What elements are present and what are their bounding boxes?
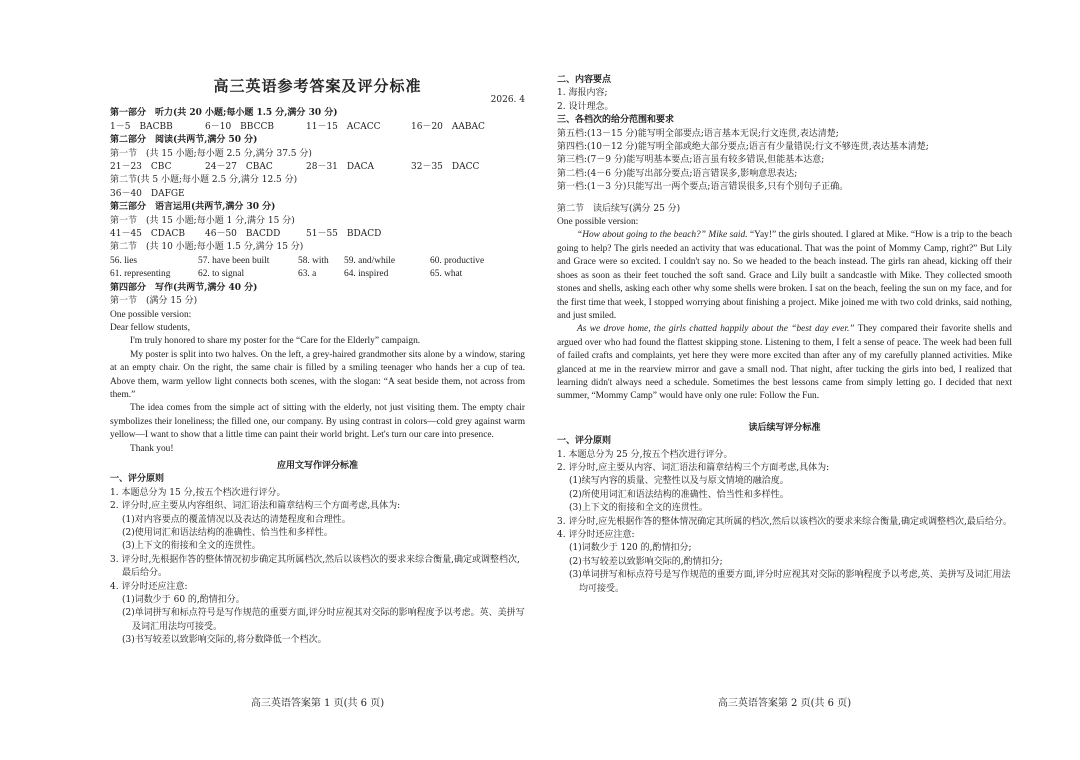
answer-group: 1－5 BACBB: [110, 121, 173, 132]
answer-group: 46－50 BACDD: [205, 229, 281, 240]
section-heading: 第二节 读后续写(满分 25 分): [557, 203, 681, 214]
listening-answers: [110, 121, 525, 134]
answer-item: 62. to signal: [198, 269, 245, 280]
scoring-item: (3)上下文的衔接和全文的连贯性。: [122, 541, 261, 552]
score-band: 第二档:(4－6 分)能写出部分要点;语言错误多,影响意思表达;: [557, 168, 798, 179]
answer-group: 51－55 BDACD: [306, 229, 382, 240]
scoring-item: (2)书写较差以致影响交际的,酌情扣分;: [569, 556, 723, 567]
scoring-item: 4. 评分时还应注意:: [557, 530, 635, 540]
content-points-heading: 二、内容要点: [557, 75, 612, 85]
score-band: 第一档:(1－3 分)只能写出一两个要点;语言错误很多,只有个别句子正确。: [557, 182, 849, 193]
scoring-item: 3. 评分时,先根据作答的整体情况初步确定其所属档次,然后以该档次的要求来综合衡量,确定或调整档次,最后给分。: [110, 554, 520, 579]
score-band: 第三档:(7－9 分)能写明基本要点;语言虽有较多错误,但能基本达意;: [557, 155, 825, 166]
scoring-principles-heading: 一、评分原则: [557, 436, 612, 447]
version-label: One possible version:: [110, 309, 192, 320]
answer-item: 58. with: [298, 255, 329, 266]
scoring-item: 1. 本题总分为 25 分,按五个档次进行评分。: [557, 449, 733, 460]
scoring-item: (1)续写内容的质量、完整性以及与原文情境的融洽度。: [569, 476, 789, 487]
answer-item: 59. and/while: [344, 255, 396, 266]
part-3-heading: 第三部分 语言运用(共两节,满分 30 分): [110, 202, 276, 213]
answer-item: 56. lies: [110, 255, 138, 266]
letter-paragraph: My poster is split into two halves. On the left, a grey-haired grandmother sits alone by a window, staring at an empty chair. On the right, the same chair is filled by a smiling teenager who hands her a cup of tea. Above them, warm yellow light connects both scenes, with the slogan: “A seat beside them, not across from them.”: [110, 349, 525, 400]
answer-group: 16－20 AABAC: [411, 121, 485, 132]
grammar-answers-row-2: [110, 268, 525, 281]
part-4-heading: 第四部分 写作(共两节,满分 40 分): [110, 282, 258, 293]
grammar-answers-row-1: [110, 255, 525, 268]
scoring-item: (1)对内容要点的覆盖情况以及表达的清楚程度和合理性。: [122, 514, 351, 525]
scoring-item: (2)使用词汇和语法结构的准确性、恰当性和多样性。: [122, 528, 333, 538]
paragraph-opening: As we drove home, the girls chatted happily about the “best day ever.”: [577, 324, 855, 335]
section-heading: 第一节 (共 15 小题;每小题 2.5 分,满分 37.5 分): [110, 148, 312, 159]
reading-answers: [110, 161, 525, 174]
scoring-item: 2. 评分时,应主要从内容组织、词汇语法和篇章结构三个方面考虑,具体为:: [110, 501, 401, 512]
answer-group: 11－15 ACACC: [306, 121, 381, 132]
answer-item: 60. productive: [430, 255, 485, 266]
exam-date: 2026. 4: [490, 95, 525, 105]
part-1-heading: 第一部分 听力(共 20 小题;每小题 1.5 分,满分 30 分): [110, 108, 338, 119]
story-paragraph: [557, 229, 1012, 323]
answer-item: 64. inspired: [344, 269, 389, 280]
paragraph-opening: “How about going to the beach?” Mike said.: [577, 230, 748, 241]
scoring-item: 3. 评分时,应先根据作答的整体情况确定其所属的档次,然后以该档次的要求来综合衡量,确定或调整档次,最后给分。: [557, 516, 1012, 527]
scoring-item: (3)单词拼写和标点符号是写作规范的重要方面,评分时应视其对交际的影响程度予以考虑,英、美拼写及词汇用法均可接受。: [569, 570, 1011, 594]
scoring-item: (3)上下文的衔接和全文的连贯性。: [569, 503, 708, 514]
scoring-item: 2. 评分时,应主要从内容、词汇语法和篇章结构三个方面考虑,具体为:: [557, 462, 830, 473]
section-heading: 第二节 (共 10 小题;每小题 1.5 分,满分 15 分): [110, 242, 304, 253]
scoring-standard-title: 读后续写评分标准: [748, 422, 821, 433]
section-heading: 第二节(共 5 小题;每小题 2.5 分,满分 12.5 分): [110, 175, 298, 186]
letter-greeting: Dear fellow students,: [110, 322, 190, 333]
part-2-heading: 第二部分 阅读(共两节,满分 50 分): [110, 135, 258, 146]
answer-group: 32－35 DACC: [411, 162, 480, 173]
answer-page-2: [540, 0, 1080, 760]
page-2-content: [557, 74, 1012, 596]
content-point: 2. 设计理念。: [557, 101, 614, 112]
page-footer: 高三英语答案第 1 页(共 6 页): [250, 698, 385, 709]
scoring-item: (2)所使用词汇和语法结构的准确性、恰当性和多样性。: [569, 489, 789, 500]
answer-item: 65. what: [430, 269, 463, 280]
paragraph-body: “Yay!” the girls shouted. I glared at Mike. “How is a trip to the beach going to help? The girls needed an activity that was educational. That was the point of Mommy Camp, right?” But Lily and Grace were so excited. I couldn't say no. So we headed to the beach instead. The girls ran ahead, kicking off their shoes as soon as their feet touched the soft sand. Grace and Lily built a sandcastle with Mike. They collected smooth stones and shells, asking each other why some shells were broken. I sat on the beach, feeling the sun on my face, and for the first time that week, I stopped worrying about finishing a project. Mike joined me with two cold drinks, said nothing, and just smiled.: [557, 230, 1013, 321]
page-footer: 高三英语答案第 2 页(共 6 页): [717, 698, 852, 709]
scoring-principles-heading: 一、评分原则: [110, 474, 165, 485]
answer-group: 41－45 CDACB: [110, 229, 186, 240]
answer-group: 21－23 CBC: [110, 162, 172, 173]
answer-group: 6－10 BBCCB: [205, 121, 274, 132]
version-label: One possible version:: [557, 217, 639, 228]
answer-group: 28－31 DACA: [306, 162, 375, 173]
letter-paragraph: The idea comes from the simple act of sitting with the elderly, not just visiting them. The empty chair symbolizes their loneliness; the filled one, our company. By using contrast in colors—cold grey against warm yellow—I want to show that a little time can paint their world bright. Let's turn our care into presence.: [110, 403, 525, 441]
scoring-item: (1)词数少于 60 的,酌情扣分。: [122, 595, 245, 606]
answer-group: 24－27 CBAC: [205, 162, 273, 173]
section-heading: 第一节 (共 15 小题;每小题 1 分,满分 15 分): [110, 215, 295, 226]
score-band: 第五档:(13－15 分)能写明全部要点;语言基本无误;行文连贯,表达清楚;: [557, 128, 839, 139]
scoring-item: (1)词数少于 120 的,酌情扣分;: [569, 543, 692, 554]
scoring-item: (2)单词拼写和标点符号是写作规范的重要方面,评分时应视其对交际的影响程度予以考虑。英、美拼写及词汇用法均可接受。: [122, 608, 525, 632]
page-title: 高三英语参考答案及评分标准: [213, 77, 422, 95]
section-heading: 第一节 (满分 15 分): [110, 296, 198, 307]
page-1-content: [110, 74, 525, 648]
answer-item: 61. representing: [110, 269, 171, 280]
scoring-item: (3)书写较差以致影响交际的,将分数降低一个档次。: [122, 635, 327, 646]
cloze-answers: [110, 228, 525, 241]
paragraph-body: They compared their favorite shells and argued over who had found the flattest skipping stone. Listening to them, I felt a sense of peace. The week had been full of failed crafts and complaints, yet here they were more excited than after any of my carefully planned activities. Mike glanced at me in the rearview mirror and gave a small nod. That night, after tucking the girls into bed, I realized that learning didn't always need a schedule. Sometimes the best lessons came from simply letting go. I decided that next summer, “Mommy Camp” would have only one rule: Follow the Fun.: [557, 324, 1012, 402]
score-band: 第四档:(10－12 分)能写明全部或绝大部分要点;语言有少量错误;行文不够连贯,表达基本清楚;: [557, 142, 929, 153]
letter-closing: Thank you!: [130, 443, 174, 454]
answer-item: 63. a: [298, 269, 317, 280]
answer-item: 57. have been built: [198, 255, 270, 266]
story-paragraph: [557, 323, 1012, 403]
scoring-item: 1. 本题总分为 15 分,按五个档次进行评分。: [110, 487, 286, 498]
content-point: 1. 海报内容;: [557, 88, 608, 99]
scoring-item: 4. 评分时还应注意:: [110, 581, 188, 592]
scoring-standard-title: 应用文写作评分标准: [276, 460, 358, 471]
bands-heading: 三、各档次的给分范围和要求: [557, 115, 675, 126]
answer-group: 36－40 DAFGE: [110, 188, 185, 199]
letter-paragraph: I'm truly honored to share my poster for the “Care for the Elderly” campaign.: [130, 336, 421, 347]
